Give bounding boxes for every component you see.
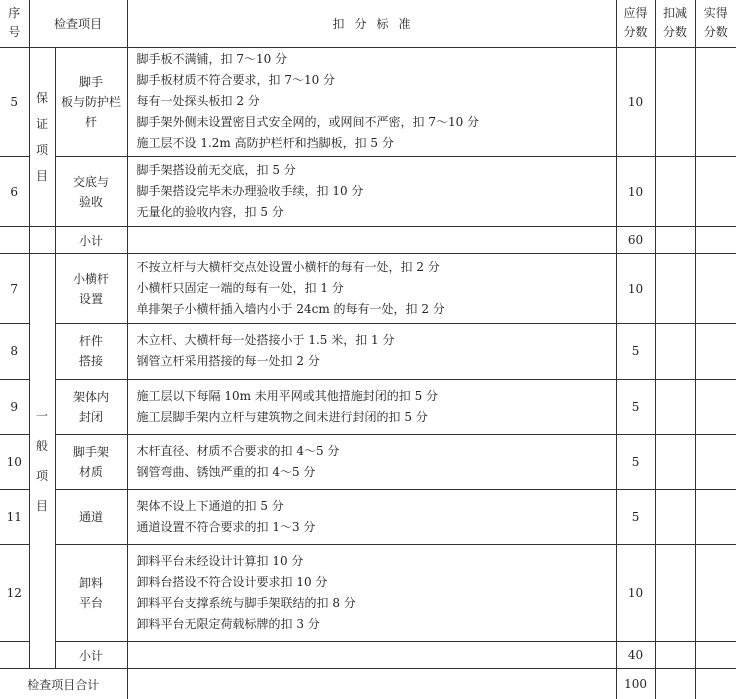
row-seq: 12: [0, 545, 29, 642]
row-standards: [127, 545, 616, 642]
standard-line: 施工层不设 1.2m 高防护栏杆和挡脚板，扣 5 分: [136, 136, 394, 151]
standard-line: 无量化的验收内容，扣 5 分: [136, 205, 284, 220]
group-general-label: 一 般 项 目: [29, 254, 55, 669]
total-row: [0, 669, 736, 699]
standard-line: 脚手板材质不符合要求，扣 7～10 分: [136, 73, 336, 88]
row-seq: 7: [0, 254, 29, 324]
row-full-score: 10: [616, 545, 655, 642]
row-deduct-score-cell[interactable]: [655, 434, 695, 489]
subtotal-label: 小计: [55, 227, 127, 254]
row-full-score: 5: [616, 324, 655, 379]
row-seq: 8: [0, 324, 29, 379]
standard-line: 不按立杆与大横杆交点处设置小横杆的每有一处，扣 2 分: [136, 260, 440, 275]
empty-cell: [0, 227, 29, 254]
subtotal-row-general: [0, 642, 736, 669]
row-actual-score-cell[interactable]: [695, 47, 736, 156]
table-row: [0, 379, 736, 434]
row-deduct-score-cell[interactable]: [655, 489, 695, 544]
row-seq: 5: [0, 47, 29, 156]
standard-line: 通道设置不符合要求的扣 1～3 分: [136, 519, 316, 534]
standard-line: 脚手架搭设前无交底，扣 5 分: [136, 163, 296, 178]
row-full-score: 5: [616, 489, 655, 544]
empty-cell: [29, 227, 55, 254]
row-seq: 10: [0, 434, 29, 489]
row-full-score: 10: [616, 156, 655, 226]
row-actual-score-cell[interactable]: [695, 324, 736, 379]
total-actual-cell[interactable]: [695, 669, 736, 699]
row-seq: 6: [0, 156, 29, 226]
row-deduct-score-cell[interactable]: [655, 324, 695, 379]
table-row: [0, 489, 736, 544]
header-actual-score: 实得 分数: [695, 0, 736, 47]
header-seq: 序 号: [0, 0, 29, 47]
header-item: 检查项目: [29, 0, 127, 47]
row-deduct-score-cell[interactable]: [655, 47, 695, 156]
row-seq: 11: [0, 489, 29, 544]
row-full-score: 5: [616, 379, 655, 434]
table-row: [0, 324, 736, 379]
row-item-name: 小横杆 设置: [55, 254, 127, 324]
header-full-score: 应得 分数: [616, 0, 655, 47]
subtotal-actual-cell[interactable]: [695, 642, 736, 669]
row-item-name: 架体内 封闭: [55, 379, 127, 434]
row-full-score: 10: [616, 254, 655, 324]
total-score: 100: [616, 669, 655, 699]
subtotal-row-guarantee: [0, 227, 736, 254]
row-standards: [127, 489, 616, 544]
standard-line: 脚手板不满铺，扣 7～10 分: [136, 52, 288, 67]
standard-line: 钢管弯曲、锈蚀严重的扣 4～5 分: [136, 464, 316, 479]
standard-line: 脚手架搭设完毕未办理验收手续，扣 10 分: [136, 184, 364, 199]
row-deduct-score-cell[interactable]: [655, 156, 695, 226]
standard-line: 单排架子小横杆插入墙内小于 24cm 的每有一处，扣 2 分: [136, 302, 445, 317]
row-actual-score-cell[interactable]: [695, 156, 736, 226]
row-standards: [127, 379, 616, 434]
row-standards: [127, 434, 616, 489]
empty-cell: [127, 669, 616, 699]
standard-line: 木杆直径、材质不合要求的扣 4～5 分: [136, 443, 340, 458]
header-standard: 扣分标准: [127, 0, 616, 47]
standard-line: 脚手架外侧未设置密目式安全网的，或网间不严密，扣 7～10 分: [136, 115, 480, 130]
subtotal-deduct-cell[interactable]: [655, 642, 695, 669]
row-actual-score-cell[interactable]: [695, 545, 736, 642]
row-item-name: 杆件 搭接: [55, 324, 127, 379]
row-deduct-score-cell[interactable]: [655, 379, 695, 434]
row-actual-score-cell[interactable]: [695, 379, 736, 434]
standard-line: 卸料平台支撑系统与脚手架联结的扣 8 分: [136, 596, 356, 611]
subtotal-deduct-cell[interactable]: [655, 227, 695, 254]
row-standards: [127, 324, 616, 379]
header-row: [0, 0, 736, 47]
table-row: [0, 47, 736, 156]
row-full-score: 5: [616, 434, 655, 489]
row-deduct-score-cell[interactable]: [655, 254, 695, 324]
group-guarantee-label: 保 证 项 目: [29, 47, 55, 227]
standard-line: 架体不设上下通道的扣 5 分: [136, 498, 284, 513]
table-row: [0, 156, 736, 226]
row-item-name: 通道: [55, 489, 127, 544]
total-deduct-cell[interactable]: [655, 669, 695, 699]
row-standards: [127, 47, 616, 156]
standard-line: 施工层脚手架内立杆与建筑物之间未进行封闭的扣 5 分: [136, 409, 428, 424]
row-actual-score-cell[interactable]: [695, 254, 736, 324]
subtotal-guarantee-score: 60: [616, 227, 655, 254]
row-standards: [127, 254, 616, 324]
subtotal-general-score: 40: [616, 642, 655, 669]
total-label: 检查项目合计: [0, 669, 127, 699]
row-item-name: 脚手架 材质: [55, 434, 127, 489]
row-actual-score-cell[interactable]: [695, 434, 736, 489]
header-deduct-score: 扣减 分数: [655, 0, 695, 47]
row-full-score: 10: [616, 47, 655, 156]
row-item-name: 脚手 板与防护栏杆: [55, 47, 127, 156]
subtotal-label: 小计: [55, 642, 127, 669]
row-seq: 9: [0, 379, 29, 434]
standard-line: 小横杆只固定一端的每有一处，扣 1 分: [136, 281, 344, 296]
standard-line: 卸料台搭设不符合设计要求扣 10 分: [136, 575, 328, 590]
table-row: [0, 434, 736, 489]
row-actual-score-cell[interactable]: [695, 489, 736, 544]
standard-line: 木立杆、大横杆每一处搭接小于 1.5 米，扣 1 分: [136, 333, 395, 348]
empty-cell: [127, 227, 616, 254]
table-row: [0, 545, 736, 642]
row-deduct-score-cell[interactable]: [655, 545, 695, 642]
standard-line: 卸料平台未经设计计算扣 10 分: [136, 554, 304, 569]
empty-cell: [127, 642, 616, 669]
standard-line: 钢管立杆采用搭接的每一处扣 2 分: [136, 354, 320, 369]
table-row: [0, 254, 736, 324]
empty-cell: [0, 642, 29, 669]
row-standards: [127, 156, 616, 226]
row-item-name: 交底与 验收: [55, 156, 127, 226]
subtotal-actual-cell[interactable]: [695, 227, 736, 254]
row-item-name: 卸料 平台: [55, 545, 127, 642]
standard-line: 每有一处探头板扣 2 分: [136, 94, 260, 109]
standard-line: 施工层以下每隔 10m 未用平网或其他措施封闭的扣 5 分: [136, 388, 439, 403]
standard-line: 卸料平台无限定荷载标牌的扣 3 分: [136, 617, 320, 632]
